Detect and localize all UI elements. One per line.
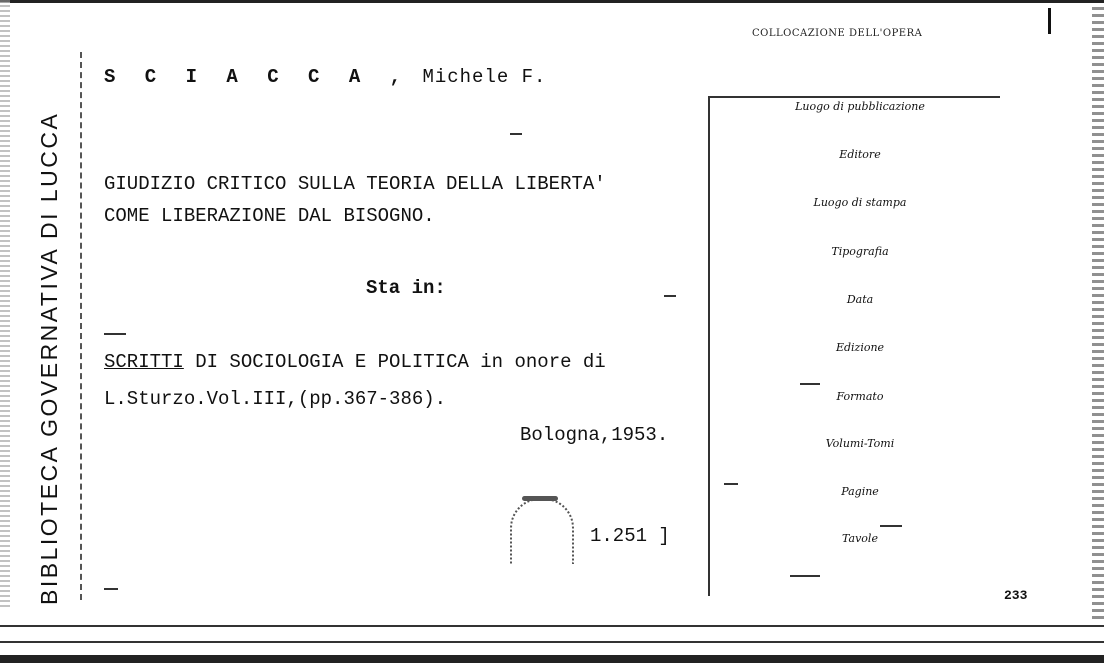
dash-mark	[724, 483, 738, 485]
right-edge-texture	[1092, 0, 1104, 620]
field-luogo-stampa: Luogo di stampa	[813, 196, 907, 209]
stamp-top-mark	[522, 496, 558, 501]
field-pagine: Pagine	[841, 485, 879, 498]
field-data: Data	[846, 293, 874, 306]
collocazione-header: COLLOCAZIONE DELL'OPERA	[752, 28, 923, 39]
left-edge-texture	[0, 0, 10, 610]
dash-mark	[664, 295, 676, 297]
field-formato: Formato	[836, 390, 884, 403]
author-surname: S C I A C C A ,	[104, 66, 411, 88]
margin-dotted-line	[80, 52, 82, 600]
series-line-2: L.Sturzo.Vol.III,(pp.367-386).	[104, 388, 447, 410]
dash-mark	[510, 133, 522, 135]
field-editore: Editore	[839, 148, 881, 161]
title-line-2: COME LIBERAZIONE DAL BISOGNO.	[104, 205, 435, 227]
card-number: 233	[1004, 588, 1028, 603]
field-edizione: Edizione	[835, 341, 885, 354]
field-tavole: Tavole	[842, 532, 878, 545]
author-line	[104, 66, 546, 88]
dash-mark	[104, 588, 118, 590]
bottom-rule	[0, 625, 1104, 627]
bottom-rule	[0, 641, 1104, 643]
top-border	[0, 0, 1104, 3]
dash-mark	[790, 575, 820, 577]
series-rest: DI SOCIOLOGIA E POLITICA in onore di	[183, 351, 606, 373]
series-underlined-word: SCRITTI	[104, 351, 184, 373]
dash-mark	[104, 333, 126, 335]
shelfmark: 1.251 ]	[590, 525, 670, 547]
dash-mark	[880, 525, 902, 527]
series-line-1	[104, 351, 606, 373]
title-line-1: GIUDIZIO CRITICO SULLA TEORIA DELLA LIBERTA'	[104, 173, 606, 195]
place-date: Bologna,1953.	[520, 424, 669, 446]
sta-in-label: Sta in:	[366, 277, 446, 299]
fields-panel-top-rule	[708, 96, 1000, 98]
bottom-band	[0, 655, 1104, 663]
author-given-name: Michele F.	[422, 66, 547, 88]
stamp-mark	[510, 498, 574, 564]
dash-mark	[800, 383, 820, 385]
field-tipografia: Tipografia	[831, 245, 889, 258]
field-volumi-tomi: Volumi-Tomi	[825, 437, 895, 450]
field-luogo-pubblicazione: Luogo di pubblicazione	[795, 100, 925, 113]
edge-mark	[1048, 8, 1051, 34]
library-name: BIBLIOTECA GOVERNATIVA DI LUCCA	[36, 111, 62, 605]
